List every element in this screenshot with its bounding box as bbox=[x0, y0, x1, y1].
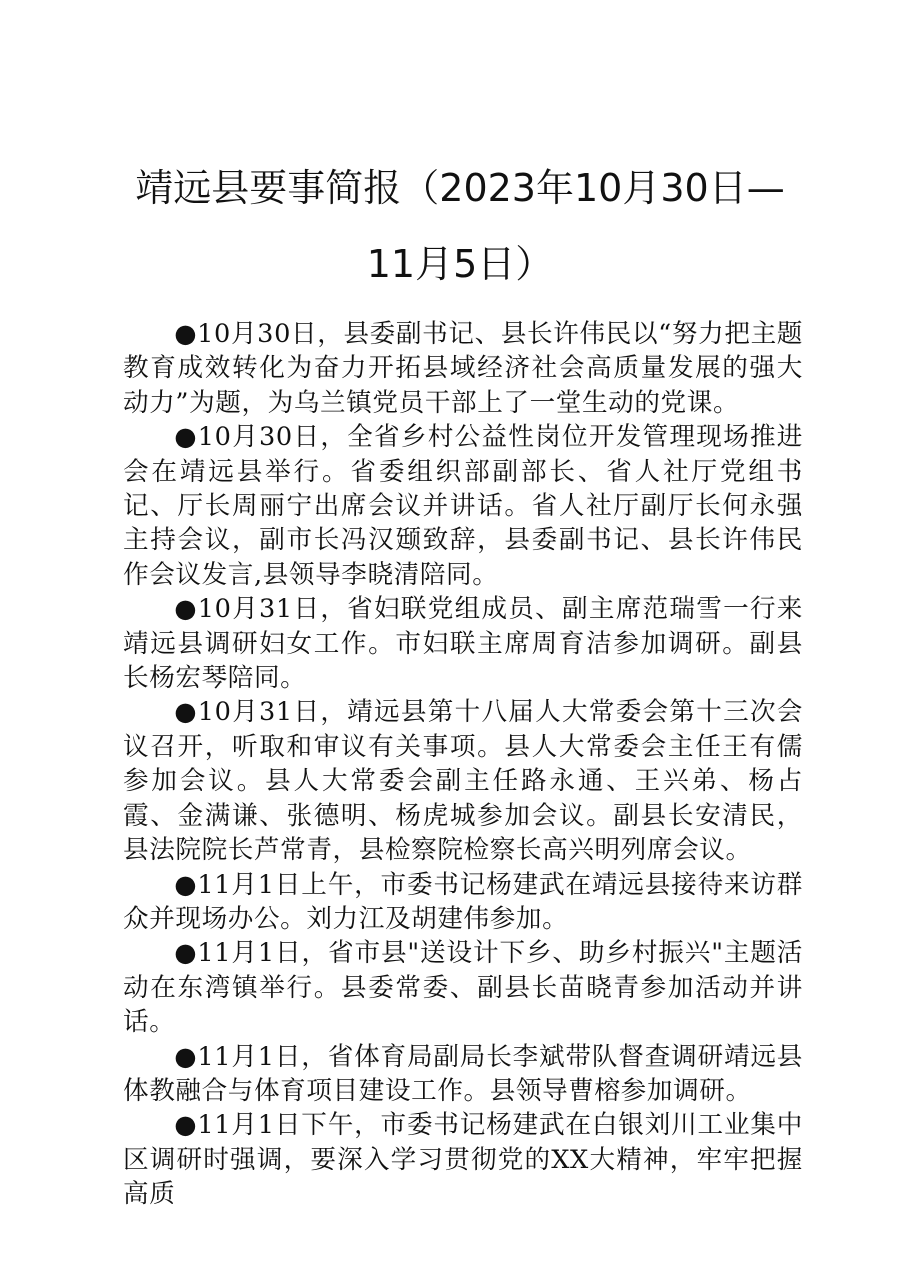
news-item: ●11月1日，省市县"送设计下乡、助乡村振兴"主题活动在东湾镇举行。县委常委、副县长苗晓青参加活动并讲话。 bbox=[123, 938, 803, 1038]
document-body bbox=[123, 317, 803, 1212]
news-item: ●11月1日下午，市委书记杨建武在白银刘川工业集中区调研时强调，要深入学习贯彻党的XX大精神，牢牢把握高质 bbox=[123, 1110, 803, 1210]
news-item: ●11月1日上午，市委书记杨建武在靖远县接待来访群众并现场办公。刘力江及胡建伟参加。 bbox=[123, 869, 803, 934]
news-item: ●10月31日，靖远县第十八届人大常委会第十三次会议召开，听取和审议有关事项。县人大常委会主任王有儒参加会议。县人大常委会副主任路永通、王兴弟、杨占霞、金满谦、张德明、杨虎城参加会议。副县长安清民，县法院院长芦常青，县检察院检察长高兴明列席会议。 bbox=[123, 697, 803, 866]
news-item: ●10月30日，县委副书记、县长许伟民以“努力把主题教育成效转化为奋力开拓县域经济社会高质量发展的强大动力”为题，为乌兰镇党员干部上了一堂生动的党课。 bbox=[123, 319, 803, 418]
news-item: ●10月30日，全省乡村公益性岗位开发管理现场推进会在靖远县举行。省委组织部副部长、省人社厅党组书记、厅长周丽宁出席会议并讲话。省人社厅副厅长何永强主持会议，副市长冯汉颋致辞，县委副书记、县长许伟民作会议发言,县领导李晓清陪同。 bbox=[123, 422, 803, 590]
news-item: ●11月1日，省体育局副局长李斌带队督查调研靖远县体教融合与体育项目建设工作。县领导曹榕参加调研。 bbox=[123, 1041, 803, 1106]
news-item: ●10月31日，省妇联党组成员、副主席范瑞雪一行来靖远县调研妇女工作。市妇联主席周育洁参加调研。副县长杨宏琴陪同。 bbox=[123, 594, 803, 694]
document-title: 靖远县要事简报（2023年10月30日—11月5日） bbox=[135, 166, 785, 286]
